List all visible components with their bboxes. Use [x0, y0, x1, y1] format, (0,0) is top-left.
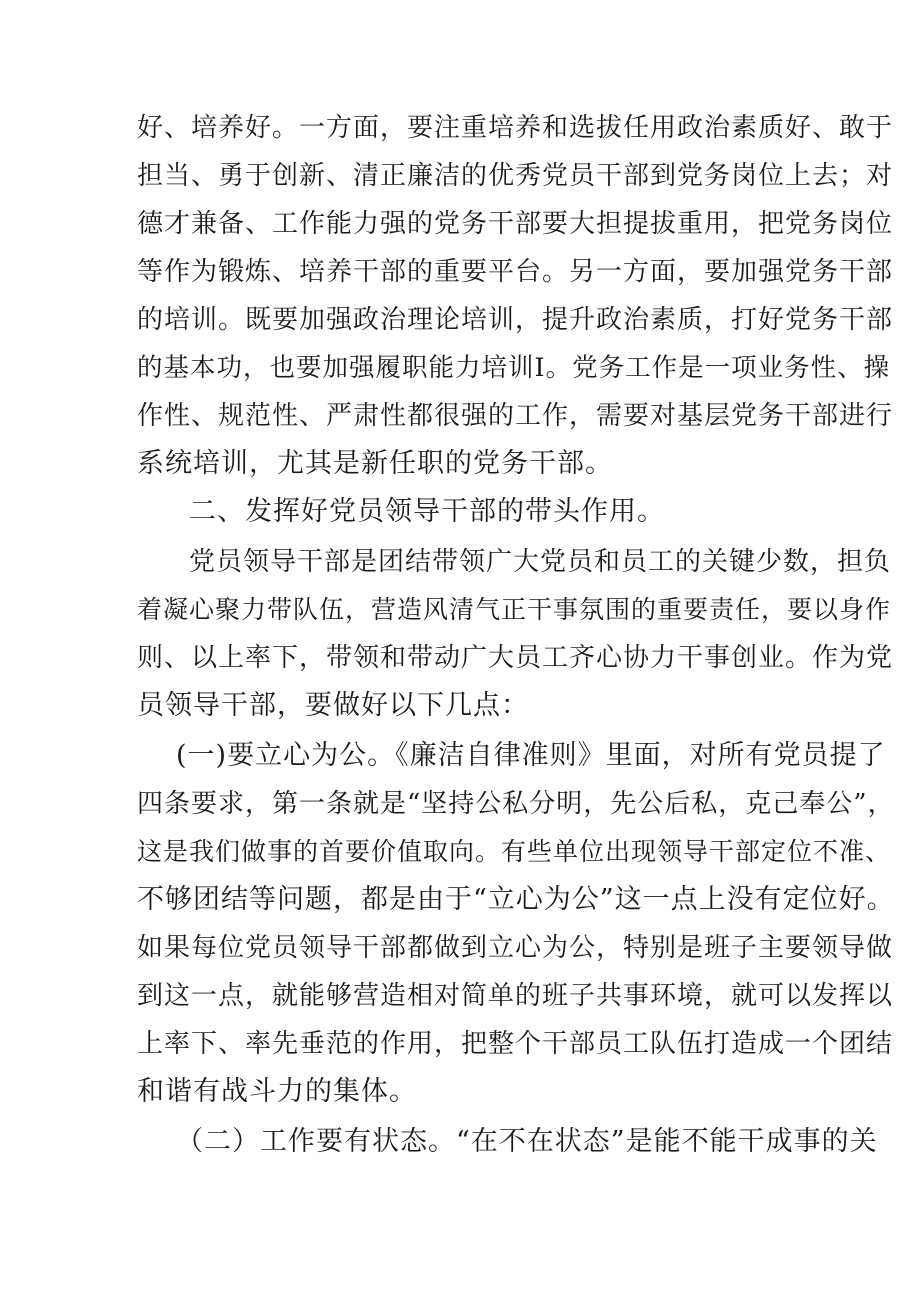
text-line: 则、以上率下，带领和带动广大员工齐心协力干事创业。作为党: [137, 643, 894, 673]
text-line: 的基本功，也要加强履职能力培训I。党务工作是一项业务性、操: [137, 353, 891, 383]
subsection-heading: (一)要立心为公。《廉洁自律准则》里面，对所有党员提了: [176, 740, 886, 771]
text-line: 好、培养好。一方面，要注重培养和选拔任用政治素质好、敢于: [137, 113, 894, 143]
text-line: 这是我们做事的首要价值取向。有些单位出现领导干部定位不准、: [137, 837, 892, 866]
text-line: 等作为锻炼、培养干部的重要平台。另一方面，要加强党务干部: [137, 257, 894, 287]
section-heading: 二、发挥好党员领导干部的带头作用。: [189, 496, 665, 527]
text-line: 党员领导干部是团结带领广大党员和员工的关键少数，担负: [189, 547, 892, 577]
subsection-heading: （二）工作要有状态。“在不在状态”是能不能干成事的关: [176, 1126, 878, 1157]
text-line: 系统培训，尤其是新任职的党务干部。: [137, 448, 613, 479]
text-line: 着凝心聚力带队伍，营造风清气正干事氛围的重要责任，要以身作: [137, 595, 892, 624]
text-line: 员领导干部，要做好以下几点：: [137, 690, 529, 721]
text-line: 如果每位党员领导干部都做到立心为公，特别是班子主要领导做: [137, 933, 894, 963]
text-line: 担当、勇于创新、清正廉洁的优秀党员干部到党务岗位上去；对: [137, 161, 894, 191]
text-line: 到这一点，就能够营造相对简单的班子共事环境，就可以发挥以: [137, 981, 894, 1011]
text-line: 的培训。既要加强政治理论培训，提升政治素质，打好党务干部: [137, 305, 894, 335]
text-line: 和谐有战斗力的集体。: [137, 1076, 417, 1107]
text-line: 德才兼备、工作能力强的党务干部要大担提拔重用，把党务岗位: [137, 209, 894, 239]
text-line: 作性、规范性、严肃性都很强的工作，需要对基层党务干部进行: [137, 401, 894, 431]
text-line: 上率下、率先垂范的作用，把整个干部员工队伍打造成一个团结: [137, 1029, 894, 1059]
text-line: 四条要求，第一条就是“坚持公私分明，先公后私，克己奉公”，: [137, 789, 895, 819]
text-line: 不够团结等问题，都是由于“立心为公”这一点上没有定位好。: [137, 884, 895, 915]
